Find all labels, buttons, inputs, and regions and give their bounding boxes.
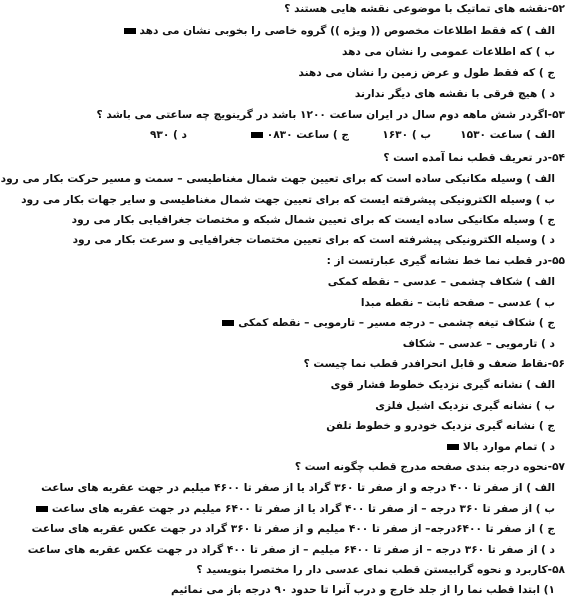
answer-mark-icon [222,320,234,326]
question-55-title: ۵۵-در قطب نما خط نشانه گیری عبارتست از : [326,255,565,267]
q52-option-d: د ) هیچ فرقی با نقشه های دیگر ندارند [354,88,555,100]
q54-option-a [0,172,555,186]
q56-option-b: ب ) نشانه گیری نزدیک اشیل فلزی [375,400,555,412]
q55-option-d: د ) تارمویی – عدسی – شکاف [402,338,555,350]
answer-mark-icon [124,28,136,34]
q52-option-a [120,24,555,38]
q56-option-c: ج ) نشانه گیری نزدیک خودرو و خطوط تلفن [326,420,555,432]
q52-option-a-text: الف ) که فقط اطلاعات مخصوص (( ویژه )) گروه خاصی را بخوبی نشان می دهد [139,25,555,37]
question-56-title: ۵۶-نقاط ضعف و قابل انحرافدر قطب نما چیست ؟ [303,358,565,370]
answer-mark-icon [447,444,459,450]
q53-option-c [247,128,349,142]
q54-option-d: د ) وسیله الکترونیکی پیشرفته است که برای تعیین مختصات جغرافیایی و سرعت بکار می رود [72,234,555,246]
q52-option-c: ج ) که فقط طول و عرض زمین را نشان می دهند [298,67,555,79]
q54-option-c: ج ) وسیله مکانیکی ساده ایست که برای تعیین شمال شبکه و مختصات جغرافیایی بکار می رود [71,214,555,226]
q54-option-a-text: الف ) وسیله مکانیکی ساده است که برای تعیین جهت شمال مغناطیسی – سمت و مسیر حرکت بکار می رود [0,173,555,185]
q53-option-c-text: ج ) ساعت ۰۸۳۰ [266,129,349,141]
q54-option-b: ب ) وسیله الکترونیکی پیشرفته ایست که برای تعیین جهت شمال مغناطیسی و سایر جهات بکار می رود [21,194,555,206]
q53-option-a: الف ) ساعت ۱۵۳۰ [460,129,555,141]
q55-option-a: الف ) شکاف چشمی – عدسی – نقطه کمکی [327,276,555,288]
question-54-title: ۵۴-در تعریف قطب نما آمده است ؟ [383,152,565,164]
q55-option-b: ب ) عدسی – صفحه ثابت – نقطه مبدا [360,297,555,309]
q57-option-b [32,502,555,516]
q55-option-c [218,316,555,330]
answer-mark-icon [251,132,263,138]
q57-option-a: الف ) از صفر تا ۴۰۰ درجه و از صفر تا ۳۶۰ گراد یا از صفر تا ۴۶۰۰ میلیم در جهت عقربه های ساعت [41,482,555,494]
q58-line-1: ۱) ابتدا قطب نما را از جلد خارج و درب آنرا تا حدود ۹۰ درجه باز می نمائیم [171,584,555,596]
q53-option-d: د ) ۹۳۰ [149,129,187,141]
q56-option-d-text: د ) تمام موارد بالا [462,441,555,453]
q57-option-b-text: ب ) از صفر تا ۳۶۰ درجه – از صفر تا ۴۰۰ گراد یا از صفر تا ۶۴۰۰ میلیم در جهت عقربه های ساعت [51,503,555,515]
question-53-title: ۵۳-اگردر شش ماهه دوم سال در ایران ساعت ۱۲۰۰ باشد در گرینویچ چه ساعتی می باشد ؟ [96,109,565,121]
question-58-title: ۵۸-کاربرد و نحوه گرابیستن قطب نمای عدسی دار را مختصرا بنویسید ؟ [196,564,565,576]
q57-option-c: ج ) از صفر تا ۶۴۰۰درجه– از صفر تا ۴۰۰ میلیم و از صفر تا ۳۶۰ گراد در جهت عکس عقربه های ساعت [31,523,555,535]
question-57-title: ۵۷-نحوه درجه بندی صفحه مدرج قطب چگونه است ؟ [294,461,565,473]
q57-option-d: د ) از صفر تا ۳۶۰ درجه – از صفر تا ۶۴۰۰ میلیم – از صفر تا ۴۰۰ گراد در جهت عکس عقربه های ساعت [27,544,555,556]
q55-option-c-text: ج ) شکاف تیغه چشمی – درجه مسیر – تارمویی – نقطه کمکی [238,317,555,329]
q56-option-d [443,440,555,454]
question-52-title: ۵۲-نقشه های تماتیک با موضوعی نقشه هایی هستند ؟ [284,3,565,15]
q56-option-a: الف ) نشانه گیری نزدیک خطوط فشار قوی [330,379,555,391]
answer-mark-icon [36,506,48,512]
q52-option-b: ب ) که اطلاعات عمومی را نشان می دهد [341,46,555,58]
q53-option-b: ب ) ۱۶۳۰ [382,129,431,141]
